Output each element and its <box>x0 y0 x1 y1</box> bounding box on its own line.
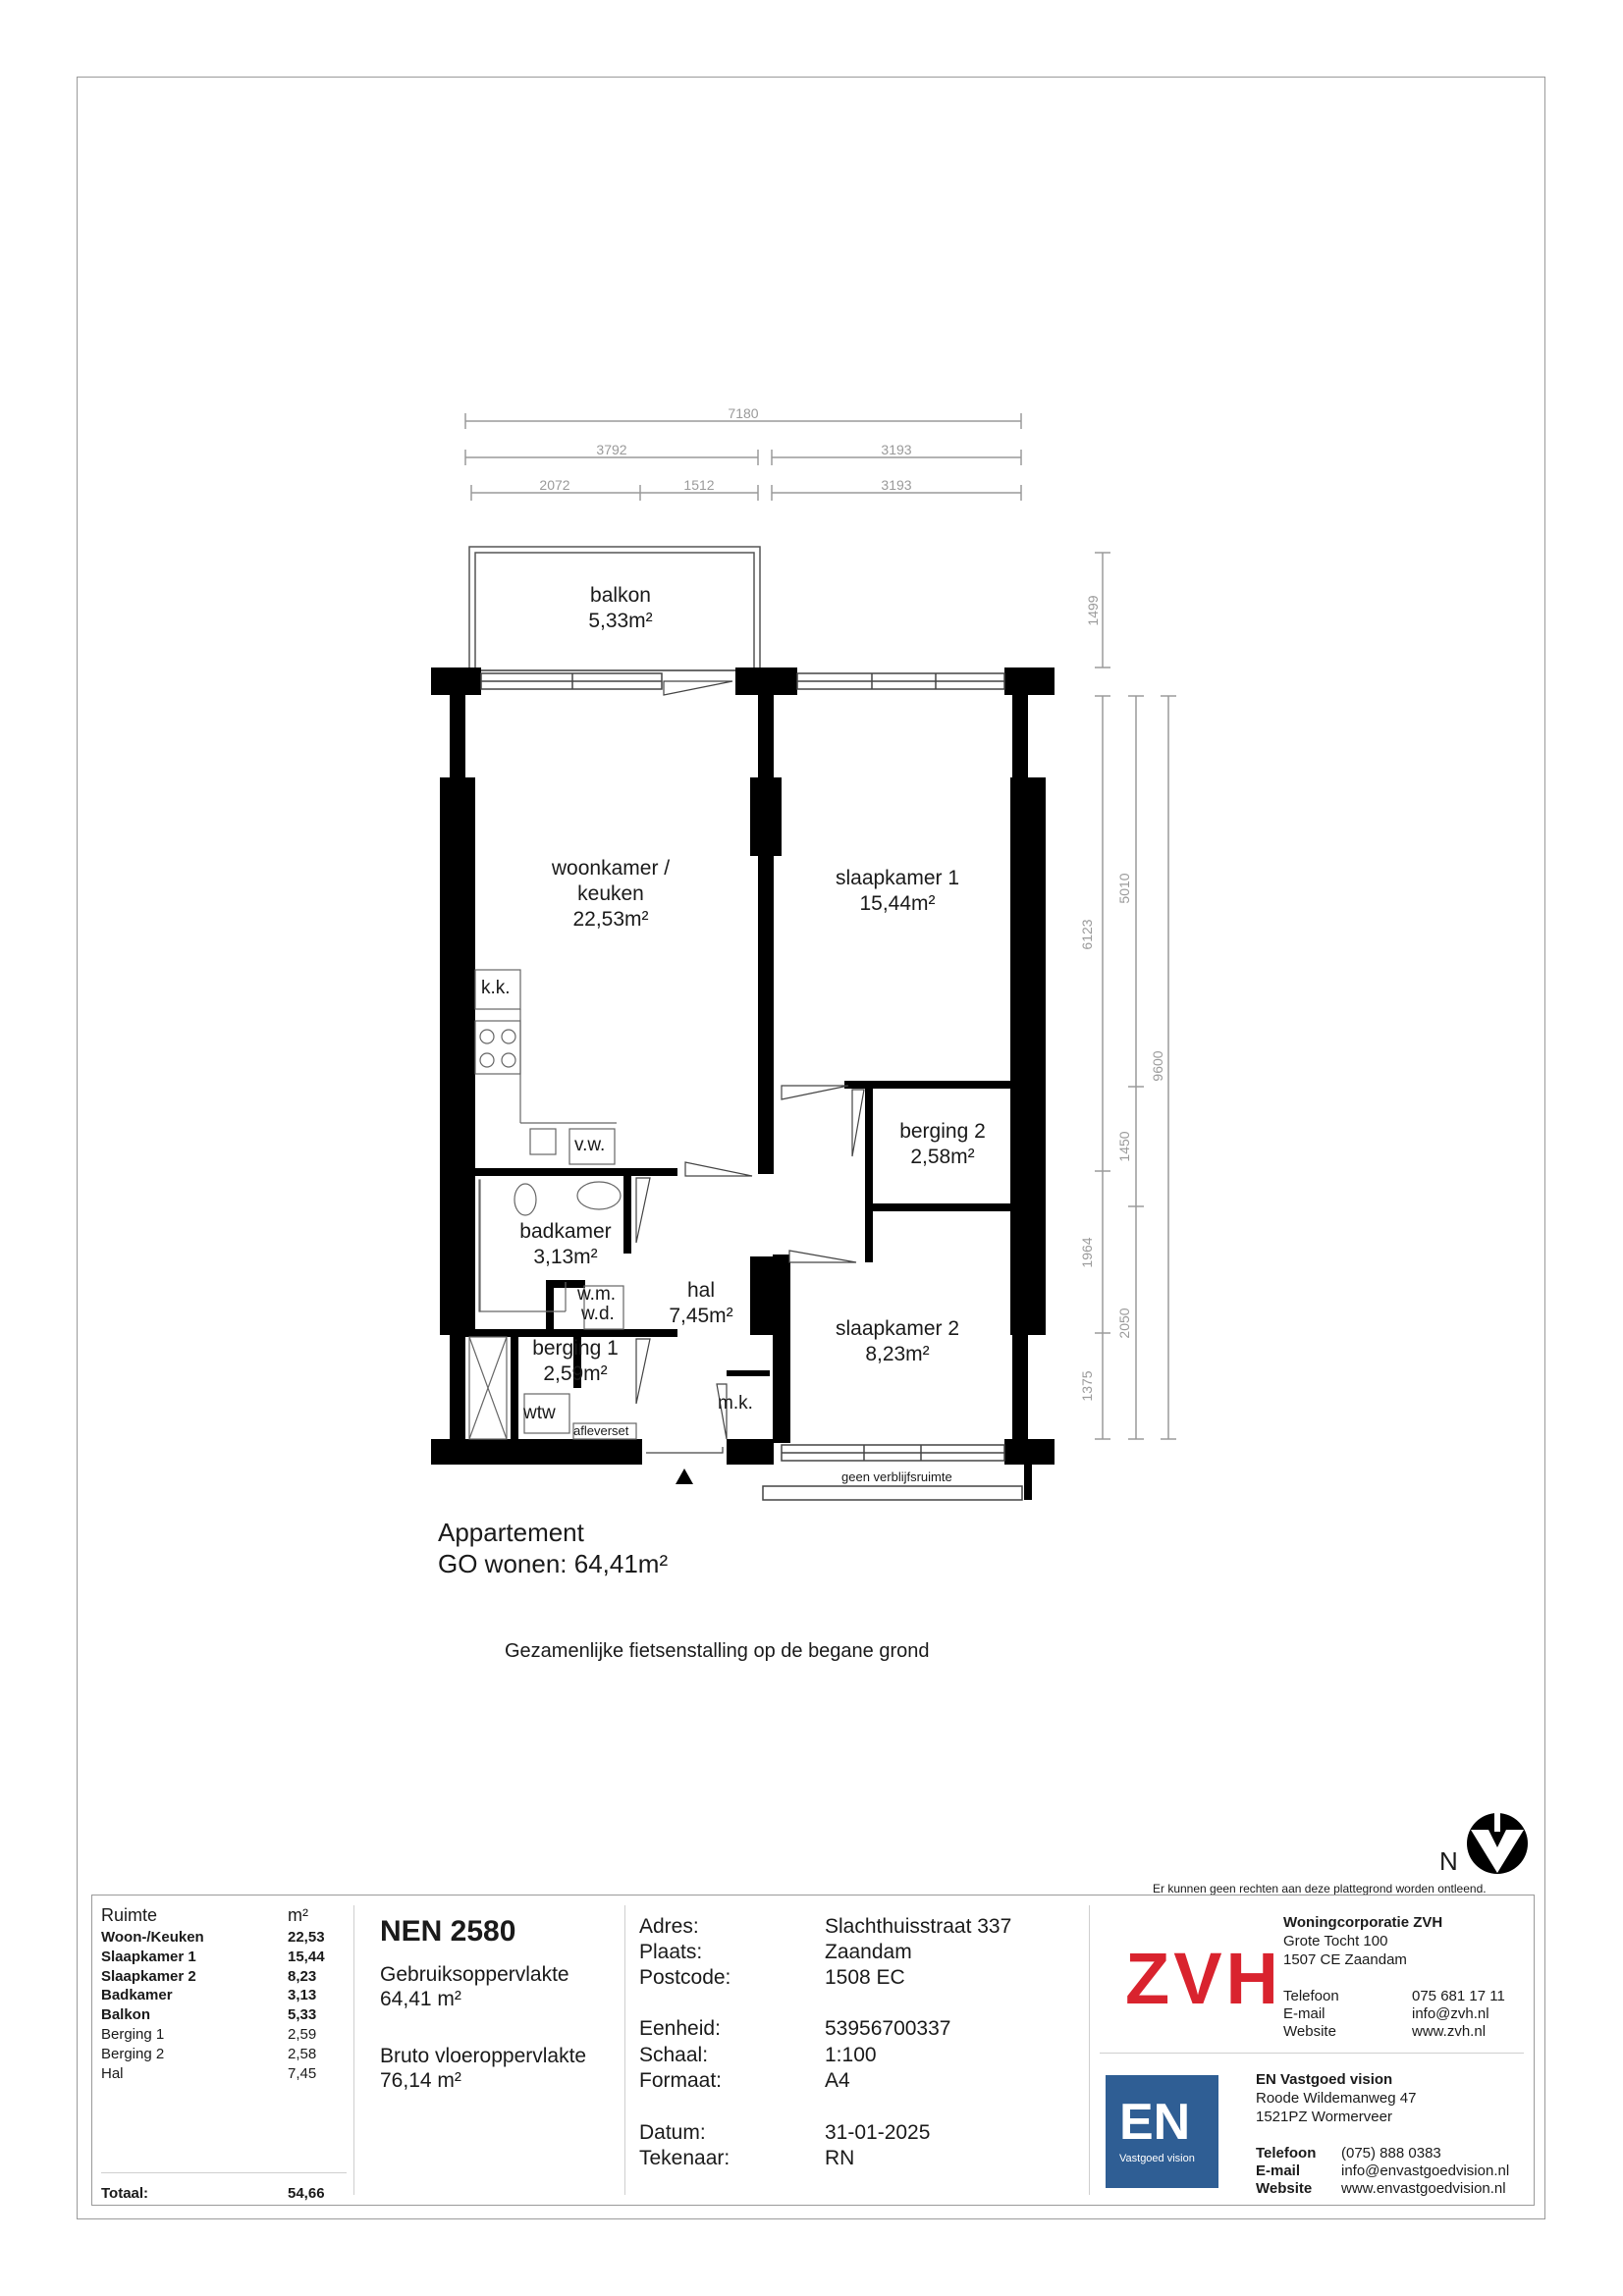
room-area: 22,53m² <box>572 908 649 931</box>
area-room-name: Woon-/Keuken <box>101 1929 204 1946</box>
area-room-value: 2,58 <box>288 2045 317 2062</box>
room-slaapkamer-2 <box>819 1316 976 1367</box>
dim-total-width: 7180 <box>728 405 759 421</box>
label-wasmachine: w.m. <box>577 1284 617 1305</box>
room-hal <box>652 1278 750 1329</box>
schaal-value: 1:100 <box>825 2044 877 2066</box>
zvh-logo: ZVH <box>1125 1938 1282 2019</box>
en-mail-label: E-mail <box>1256 2163 1301 2179</box>
tekenaar-label: Tekenaar: <box>639 2147 730 2169</box>
title-block <box>91 1895 1535 2206</box>
bvo-value: 76,14 m² <box>380 2069 461 2092</box>
room-name: balkon <box>590 584 651 607</box>
en-street: Roode Wildemanweg 47 <box>1256 2090 1417 2107</box>
en-web: www.envastgoedvision.nl <box>1341 2180 1506 2197</box>
area-room-value: 22,53 <box>288 1929 325 1946</box>
area-room-name: Slaapkamer 1 <box>101 1948 196 1965</box>
zvh-street: Grote Tocht 100 <box>1283 1933 1388 1949</box>
formaat-label: Formaat: <box>639 2069 723 2092</box>
apartment-type: Appartement <box>438 1518 584 1547</box>
dim-left-a: 2072 <box>539 477 570 493</box>
en-tel-label: Telefoon <box>1256 2145 1317 2162</box>
north-label: N <box>1439 1846 1458 1876</box>
room-name: berging 1 <box>532 1337 619 1360</box>
en-logo-sub: Vastgoed vision <box>1119 2153 1195 2164</box>
room-slaapkamer-1 <box>819 866 976 917</box>
en-name: EN Vastgoed vision <box>1256 2071 1393 2088</box>
en-web-label: Website <box>1256 2180 1313 2197</box>
zvh-tel-label: Telefoon <box>1283 1988 1339 2004</box>
header-unit: m² <box>288 1905 308 1925</box>
bvo-label: Bruto vloeroppervlakte <box>380 2045 587 2067</box>
dim-left-b: 1512 <box>683 477 715 493</box>
room-area: 7,45m² <box>669 1305 733 1327</box>
zvh-mail-label: E-mail <box>1283 2005 1325 2022</box>
dim-slaapkamer2-depth: 2050 <box>1116 1308 1132 1339</box>
go-wonen: GO wonen: 64,41m² <box>438 1549 669 1578</box>
area-room-name: Hal <box>101 2064 124 2082</box>
room-area: 15,44m² <box>859 892 936 915</box>
en-logo <box>1106 2075 1218 2188</box>
datum-value: 31-01-2025 <box>825 2121 931 2144</box>
dim-living-depth: 5010 <box>1116 873 1132 904</box>
header-room: Ruimte <box>101 1905 158 1925</box>
postcode-label: Postcode: <box>639 1966 731 1989</box>
dim-mid-depth: 1964 <box>1079 1237 1095 1268</box>
zvh-name: Woningcorporatie ZVH <box>1283 1914 1443 1931</box>
north-arrow <box>1467 1812 1528 1874</box>
dim-right-b: 3193 <box>881 477 912 493</box>
plaats-label: Plaats: <box>639 1941 703 1963</box>
postcode-value: 1508 EC <box>825 1966 905 1989</box>
area-table-total <box>101 2185 325 2204</box>
divider <box>1089 1905 1090 2195</box>
area-room-value: 7,45 <box>288 2064 317 2082</box>
adres-value: Slachthuisstraat 337 <box>825 1915 1012 1938</box>
zvh-web: www.zvh.nl <box>1412 2023 1487 2040</box>
en-mail: info@envastgoedvision.nl <box>1341 2163 1510 2179</box>
area-table-row <box>101 2065 317 2084</box>
area-table-row <box>101 2046 317 2064</box>
gbo-value: 64,41 m² <box>380 1988 461 2010</box>
company-divider <box>1100 2053 1524 2054</box>
divider <box>353 1905 354 2195</box>
tekenaar-value: RN <box>825 2147 855 2169</box>
dim-total-depth: 9600 <box>1150 1050 1165 1082</box>
area-room-name: Balkon <box>101 2006 151 2024</box>
total-value: 54,66 <box>288 2185 325 2202</box>
room-berging-2 <box>884 1119 1001 1170</box>
en-tel: (075) 888 0383 <box>1341 2145 1441 2162</box>
area-table-row <box>101 1929 325 1948</box>
room-name-2: keuken <box>577 882 644 905</box>
label-wtw: wtw <box>523 1403 556 1423</box>
label-kookplaat: k.k. <box>481 978 511 998</box>
area-room-value: 2,59 <box>288 2026 317 2043</box>
plaats-value: Zaandam <box>825 1941 912 1963</box>
room-area: 3,13m² <box>533 1246 598 1268</box>
zvh-mail: info@zvh.nl <box>1412 2005 1489 2022</box>
label-vaatwasser: v.w. <box>574 1135 606 1155</box>
gbo-label: Gebruiksoppervlakte <box>380 1963 569 1986</box>
dim-bottom-depth: 1375 <box>1079 1370 1095 1402</box>
schaal-label: Schaal: <box>639 2044 709 2066</box>
bike-storage-note: Gezamenlijke fietsenstalling op de begane grond <box>505 1640 930 1662</box>
room-name: slaapkamer 2 <box>835 1317 960 1340</box>
eenheid-value: 53956700337 <box>825 2017 951 2040</box>
room-badkamer <box>507 1219 624 1270</box>
dim-slaapkamer1-depth: 6123 <box>1079 919 1095 950</box>
dim-balcony-depth: 1499 <box>1085 595 1101 626</box>
room-berging-1 <box>516 1336 634 1387</box>
area-room-name: Slaapkamer 2 <box>101 1967 196 1985</box>
datum-label: Datum: <box>639 2121 706 2144</box>
nen-title: NEN 2580 <box>380 1915 516 1948</box>
dim-right-width: 3193 <box>881 442 912 457</box>
eenheid-label: Eenheid: <box>639 2017 721 2040</box>
area-room-name: Berging 1 <box>101 2026 165 2043</box>
room-area: 8,23m² <box>865 1343 930 1365</box>
label-afleverset: afleverset <box>573 1423 629 1438</box>
dim-left-width: 3792 <box>596 442 627 457</box>
room-balkon <box>562 583 679 634</box>
area-room-name: Berging 2 <box>101 2045 165 2062</box>
area-room-value: 15,44 <box>288 1948 325 1965</box>
divider <box>624 1905 625 2195</box>
apartment-summary <box>438 1517 668 1579</box>
room-name: woonkamer / <box>551 857 671 880</box>
dim-berging2-depth: 1450 <box>1116 1131 1132 1162</box>
total-divider <box>101 2172 347 2173</box>
zvh-city: 1507 CE Zaandam <box>1283 1951 1407 1968</box>
area-table-header <box>101 1905 317 1924</box>
room-name: hal <box>686 1279 716 1302</box>
room-name: slaapkamer 1 <box>835 867 960 889</box>
room-area: 2,59m² <box>543 1362 608 1385</box>
label-geen-verblijfsruimte: geen verblijfsruimte <box>841 1469 952 1484</box>
label-wasdroger: w.d. <box>581 1304 615 1324</box>
room-name: berging 2 <box>899 1120 986 1143</box>
en-city: 1521PZ Wormerveer <box>1256 2109 1392 2125</box>
area-table-row <box>101 2026 317 2045</box>
area-table-row <box>101 1968 317 1987</box>
area-table-row <box>101 2006 317 2025</box>
room-area: 5,33m² <box>588 610 653 632</box>
label-meterkast: m.k. <box>718 1393 753 1414</box>
adres-label: Adres: <box>639 1915 699 1938</box>
formaat-value: A4 <box>825 2069 850 2092</box>
area-table-row <box>101 1948 325 1967</box>
area-room-value: 3,13 <box>288 1987 317 2004</box>
en-logo-text: EN <box>1119 2094 1191 2151</box>
disclaimer: Er kunnen geen rechten aan deze plattegrond worden ontleend. <box>1153 1882 1487 1896</box>
zvh-web-label: Website <box>1283 2023 1336 2040</box>
room-woonkamer <box>532 856 689 933</box>
room-area: 2,58m² <box>910 1146 975 1168</box>
area-room-value: 8,23 <box>288 1967 317 1985</box>
total-label: Totaal: <box>101 2185 149 2202</box>
zvh-tel: 075 681 17 11 <box>1412 1988 1505 2004</box>
area-room-name: Badkamer <box>101 1987 173 2004</box>
area-room-value: 5,33 <box>288 2006 317 2024</box>
room-name: badkamer <box>519 1220 612 1243</box>
area-table-row <box>101 1987 317 2005</box>
